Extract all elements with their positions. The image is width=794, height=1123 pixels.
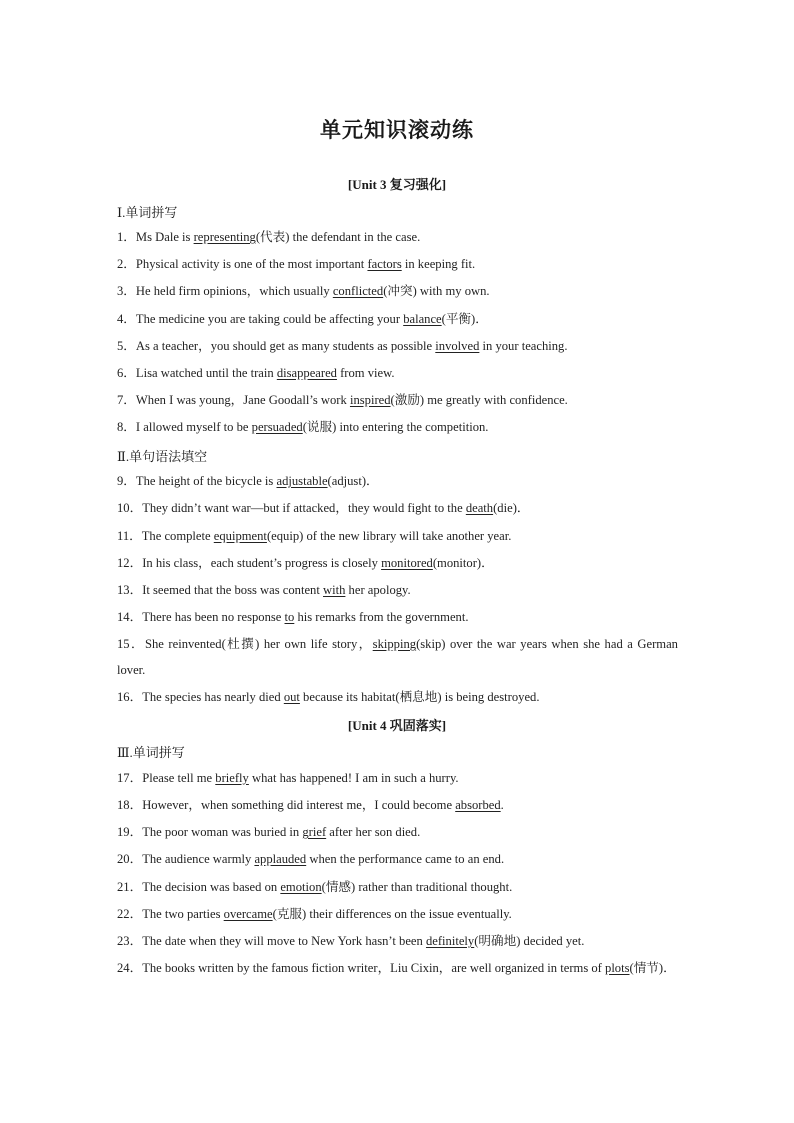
item-1-text: 1．Ms Dale is — [117, 230, 194, 244]
item-4-answer: balance — [403, 312, 442, 326]
item-10-text: 10．They didn’t want war—but if attacked，they would fight to the — [117, 501, 466, 515]
item-10-text-after: (die)． — [493, 501, 530, 515]
item-24-text: 24．The books written by the famous fiction writer，Liu Cixin，are well organized in terms of — [117, 961, 606, 975]
exercise-item-4 — [117, 311, 678, 327]
item-22-answer: overcame — [223, 907, 273, 921]
item-13-answer: with — [323, 583, 346, 597]
item-17-text: 17．Please tell me — [117, 771, 216, 785]
item-7-text: 7．When I was young，Jane Goodall’s work — [117, 393, 350, 407]
exercise-item-19 — [117, 824, 678, 840]
item-18-text-after: . — [500, 798, 504, 812]
exercise-item-12 — [117, 555, 678, 571]
item-14-text-after: his remarks from the government. — [294, 610, 469, 624]
item-7-text-after: (激励) me greatly with confidence. — [390, 393, 568, 407]
item-14-text: 14．There has been no response — [117, 610, 285, 624]
item-1-text-after: (代表) the defendant in the case. — [255, 230, 421, 244]
section-3-heading: Ⅲ.单词拼写 — [117, 745, 185, 760]
exercise-item-2 — [117, 256, 678, 272]
item-22-text: 22．The two parties — [117, 907, 224, 921]
item-23-answer: definitely — [425, 934, 475, 948]
section-1-heading: Ⅰ.单词拼写 — [117, 205, 178, 220]
item-21-text: 21．The decision was based on — [117, 880, 281, 894]
exercise-item-3 — [117, 283, 678, 299]
exercise-item-1 — [117, 229, 678, 245]
item-3-answer: conflicted — [332, 284, 384, 298]
item-4-text-after: (平衡)． — [441, 312, 488, 326]
item-9-answer: adjustable — [276, 474, 328, 488]
item-8-text-after: (说服) into entering the competition. — [302, 420, 489, 434]
item-3-text-after: (冲突) with my own. — [383, 284, 490, 298]
item-10-answer: death — [465, 501, 494, 515]
exercise-item-14 — [117, 609, 678, 625]
item-2-text: 2．Physical activity is one of the most important — [117, 257, 368, 271]
exercise-item-10 — [117, 500, 678, 516]
item-5-answer: involved — [435, 339, 480, 353]
exercise-item-5 — [117, 338, 678, 354]
item-21-answer: emotion — [280, 880, 322, 894]
item-3-text: 3．He held firm opinions，which usually — [117, 284, 333, 298]
exercise-item-9 — [117, 473, 678, 489]
item-21-text-after: (情感) rather than traditional thought. — [321, 880, 513, 894]
item-7-answer: inspired — [349, 393, 391, 407]
item-1-answer: representing — [193, 230, 256, 244]
item-8-answer: persuaded — [251, 420, 303, 434]
item-6-text: 6．Lisa watched until the train — [117, 366, 277, 380]
item-16-answer: out — [283, 690, 300, 704]
exercise-item-13 — [117, 582, 678, 598]
item-20-answer: applauded — [254, 852, 307, 866]
item-13-text-after: her apology. — [345, 583, 411, 597]
exercise-item-22 — [117, 906, 678, 922]
section-2-heading: Ⅱ.单句语法填空 — [117, 449, 208, 464]
page-title: 单元知识滚动练 — [320, 118, 474, 142]
item-15-answer: skipping — [372, 637, 417, 651]
item-11-answer: equipment — [213, 529, 267, 543]
item-5-text-after: in your teaching. — [479, 339, 568, 353]
unit4-heading: [Unit 4 巩固落实] — [347, 718, 447, 733]
item-11-text-after: (equip) of the new library will take another year. — [266, 529, 512, 543]
item-14-answer: to — [284, 610, 295, 624]
exercise-item-7 — [117, 392, 678, 408]
item-18-text: 18．However，when something did interest me，I could become — [117, 798, 456, 812]
item-5-text: 5．As a teacher，you should get as many students as possible — [117, 339, 436, 353]
item-6-answer: disappeared — [276, 366, 337, 380]
exercise-item-18 — [117, 797, 678, 813]
item-15-text-after: (skip) over the war years when she had a German lover. — [117, 637, 678, 677]
item-2-answer: factors — [367, 257, 402, 271]
exercise-item-8 — [117, 419, 678, 435]
item-12-text-after: (monitor)． — [432, 556, 494, 570]
item-24-answer: plots — [605, 961, 630, 975]
item-17-text-after: what has happened! I am in such a hurry. — [248, 771, 459, 785]
item-19-text-after: after her son died. — [326, 825, 421, 839]
item-16-text: 16．The species has nearly died — [117, 690, 284, 704]
exercise-item-21 — [117, 879, 678, 895]
item-9-text: 9．The height of the bicycle is — [117, 474, 277, 488]
item-16-text-after: because its habitat(栖息地) is being destroyed. — [299, 690, 540, 704]
item-20-text-after: when the performance came to an end. — [306, 852, 505, 866]
item-6-text-after: from view. — [336, 366, 395, 380]
item-15-text: 15．She reinvented(杜撰) her own life story， — [117, 637, 373, 651]
item-19-text: 19．The poor woman was buried in — [117, 825, 303, 839]
item-4-text: 4．The medicine you are taking could be affecting your — [117, 312, 404, 326]
exercise-item-23 — [117, 933, 678, 949]
item-18-answer: absorbed — [455, 798, 501, 812]
item-23-text-after: (明确地) decided yet. — [474, 934, 585, 948]
exercise-item-6 — [117, 365, 678, 381]
item-19-answer: grief — [302, 825, 327, 839]
exercise-item-20 — [117, 851, 678, 867]
unit3-heading: [Unit 3 复习强化] — [347, 177, 447, 192]
item-12-text: 12．In his class，each student’s progress is closely — [117, 556, 382, 570]
item-23-text: 23．The date when they will move to New York hasn’t been — [117, 934, 426, 948]
exercise-item-15 — [117, 631, 678, 683]
exercise-item-24 — [117, 955, 678, 981]
item-22-text-after: (克服) their differences on the issue eventually. — [272, 907, 512, 921]
item-13-text: 13．It seemed that the boss was content — [117, 583, 324, 597]
exercise-item-17 — [117, 770, 678, 786]
item-8-text: 8．I allowed myself to be — [117, 420, 252, 434]
item-9-text-after: (adjust)． — [327, 474, 379, 488]
item-24-text-after: (情节)． — [629, 961, 676, 975]
item-17-answer: briefly — [215, 771, 249, 785]
item-12-answer: monitored — [381, 556, 433, 570]
item-20-text: 20．The audience warmly — [117, 852, 255, 866]
exercise-item-16 — [117, 689, 678, 705]
item-11-text: 11．The complete — [117, 529, 214, 543]
exercise-item-11 — [117, 528, 678, 544]
item-2-text-after: in keeping fit. — [401, 257, 476, 271]
